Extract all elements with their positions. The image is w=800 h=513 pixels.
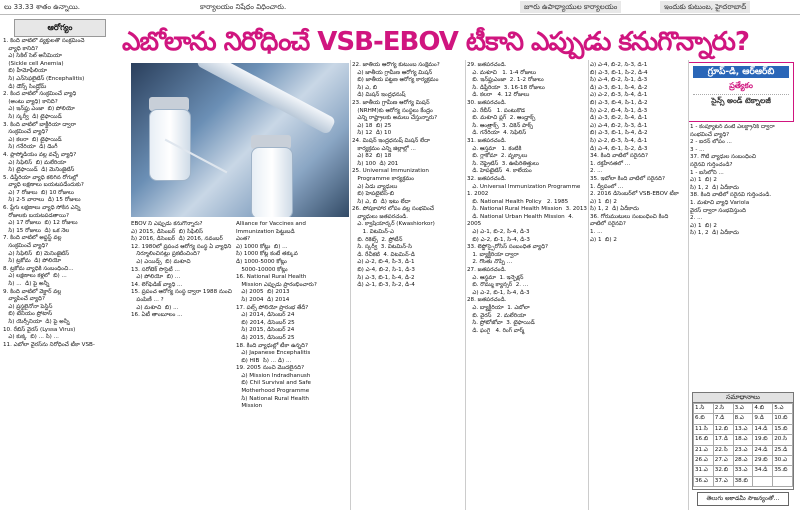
answer-cell: 34.డి — [753, 466, 773, 476]
question-column-3 — [236, 221, 349, 510]
question-column-2 — [131, 221, 233, 510]
vial-icon — [251, 147, 293, 217]
answer-cell: 29.బి — [753, 456, 773, 466]
answer-cell: 2.సి — [713, 404, 733, 414]
column-text: EBOV ని ఎప్పుడు కనుగొన్నారు? ఎ) 2015, డిసెంబర్ బి) సిఫిలిస్ సి) 2016, డిసెంబర్ డి) 2016, నవంబర్ 12. 1980లో ప్రపంచ ఆరోగ్య సంస్థ ఏ వ్యాధిని నిర్మూలించినట్లు ప్రకటించింది? ఎ) ఎయిడ్స్ బి) మశూచి 13. సరోటెక్ సొసైటీ ... ఎ) పోలియో బి) ... 14. లెగ్‌ఫెడిజ్ వ్యాధి ... 15. ప్రపంచ ఆరోగ్య సంస్థ ద్వారా 1988 నుంచి పంపిణీ ... ? ఎ) మశూచి బి) ... 16. ఏటీ తాంబూలం ... — [131, 221, 232, 319]
answer-cell: 21.ఎ — [694, 445, 714, 455]
answer-cell: 18.ఎ — [733, 435, 753, 445]
answer-cell: 33.ఎ — [733, 466, 753, 476]
answer-cell: 35.బి — [773, 466, 793, 476]
answer-row — [694, 404, 793, 414]
answer-cell: 16.బి — [694, 435, 714, 445]
answer-cell — [773, 476, 793, 486]
divider — [588, 60, 589, 510]
answer-cell: 22.సి — [713, 445, 733, 455]
answer-cell: 25.డి — [773, 445, 793, 455]
answer-cell: 31.ఎ — [694, 466, 714, 476]
answer-row — [694, 424, 793, 434]
question-column-5 — [467, 62, 587, 510]
column-text: 1. కింది వాటిలో వ్యక్తులతో సంక్రమించే వ్యాధి కానిది? ఎ) సికిల్ సెల్ అనీమియా (Sickle cell Anemia) బి) హీమోఫీలియా సి) ఎన్‌సెఫలైటిస్ (Encephalitis) డి) డౌన్స్ సిండ్రోమ్ 2. కింద వాటిలో సంక్రమించే వ్యాధి (అంటు వ్యాధి) కానిది? ఎ) ఇన్‌ఫ్లు ఎంజా బి) పోలియో సి) స్కర్వీ డి) టైఫాయిడ్ 3. కింది వాటిలో బాక్టీరియా ద్వారా సంక్రమించే వ్యాధి? ఎ) కలరా బి) టైఫాయిడ్ సి) గనేరియా డి) డెంగీ 4. ప్లాస్మోడియం వల్ల వచ్చే వ్యాధి? ఎ) సిఫిలిస్ బి) మలేరియా సి) టైఫాయిడ్ డి) మెనింజైటిస్ 5. డిఫ్తీరియా వ్యాధి కలిగిన రోగుల్లో వ్యాధి లక్షణాలు బయటపడేందుకు? ఎ) 7 రోజులు బి) 10 రోజులు సి) 2-5 వారాలు డి) 15 రోజులు 6. ప్లేగు లక్షణాలు వ్యాధి సోకిన ఎన్ని రోజులకు బయటపడతాయి? ఎ) 17 రోజులు బి) 12 రోజులు సి) 15 రోజులు డి) ఒక నెల 7. కింది వాటిలో అప్టస్ట్ వల్ల సంక్రమించే వ్యాధి? ఎ) సిఫిలిస్ బి) మెనింజైటిస్ సి) ట్రకోమ డి) పోలియో 8. ట్రకోమ వ్యాధికి సంబంధించి... ఎ) లక్షణాలు కళ్లలో బి) ... సి) ... డి) పై అన్నీ 9. కింది వాటిలో వెక్టార్ వల్ల వ్యాపించే వ్యాధి? ఎ) ప్రస్థలైనోనా పెస్టిస్ బి) టేనియం ప్రోటాస్ సి) యెర్సీనియా డి) పై అన్నీ 10. రేబిస్ వైరస్ (Lyssa Virus) ఎ) కుక్క బి) ... సి) ... 11. ఎబోలా వైరస్‌ను నిరోధించే టీకా VSB- — [3, 38, 95, 348]
badge-subject: సైన్స్ అండ్ టెక్నాలజీ — [693, 94, 789, 107]
answer-cell: 1.సి — [694, 404, 714, 414]
answer-row — [694, 435, 793, 445]
answer-cell: 10.బి — [773, 414, 793, 424]
answer-table-title: సమాధానాలు — [693, 393, 793, 403]
answer-row — [694, 414, 793, 424]
column-text: 22. జాతీయ ఆరోగ్య కుటుంబ సంక్షేమం? ఎ) జాతీయ గ్రామీణ ఆరోగ్య మిషన్ బి) జాతీయ పట్టణ ఆరోగ్య కార్యక్రమం సి) ఎ, బి డి) మిషన్ ఇంద్రధనుష్ 23. జాతీయ గ్రామీణ ఆరోగ్య మిషన్ (NRHM)కు ఆరోగ్య సంస్థలు కేంద్రం ఎన్ని రాష్ట్రాలకు అమలు చేస్తున్నారు? ఎ) 18 బి) 25 సి) 12 డి) 10 24. మిషన్ ఇంద్రధనుష్ మిషన్ లేదా కార్యక్రమం ఎన్ని జిల్లాల్లో ... ఎ) 82 బి) 18 సి) 100 డి) 201 25. Universal Immunization Programme కార్యక్రమం ఎ) ఏడు వ్యాధులు బి) హెపటైటిస్-బి సి) ఎ, బి డి) ఇటు లేదా 26. పోషకాహార లోపం వల్ల సంభవించే వ్యాధులు జతపరచండి. ఎ. క్వాషియార్కర్ (Kwashiorkor) 1. విటమిన్-ఎ బి. రికెట్స్ 2. ప్రోటీన్ సి. స్కర్వీ 3. విటమిన్-సి డి. రేచీకటి 4. విటమిన్-డి ఎ) ఎ-2, బి-4, సి-3, డి-1 బి) ఎ-4, బి-2, సి-1, డి-3 సి) ఎ-3, బి-1, సి-4, డి-2 డి) ఎ-1, బి-3, సి-2, డి-4 — [352, 62, 440, 289]
badge-special: ప్రత్యేకం — [729, 81, 753, 90]
answer-cell — [753, 476, 773, 486]
answer-cell: 8.ఎ — [733, 414, 753, 424]
answer-cell: 12.బి — [713, 424, 733, 434]
headline: ఎబోలాను నిరోధించే VSB-EBOV టీకాని ఎప్పుడు కనుగొన్నారు? — [122, 27, 749, 57]
answer-cell: 24.డి — [753, 445, 773, 455]
answer-cell: 3.ఎ — [733, 404, 753, 414]
answer-cell: 14.డి — [753, 424, 773, 434]
divider — [350, 60, 351, 510]
question-column-1 — [3, 38, 121, 510]
top-strip — [0, 0, 800, 15]
answer-cell: 20.సి — [773, 435, 793, 445]
column-text: 1 - కంప్యూటర్ వంటి ఎలక్ట్రానిక్ ద్వారా సంభవించే వ్యాధి? 2 - ఐరన్ లోపం ... 3 - ... 37. గౌటి వ్యాధుల సంబంధించి సరైనవి గుర్తించండి? 1 - ఐసిలోని ... ఎ) 1 బి) 2 సి) 1, 2 డి) ఏదీకాదు 38. కింది వాటిలో సరైనవి గుర్తించండి. 1. మశూచి వ్యాధి Variola వైరస్ ద్వారా సంభవిస్తుంది 2. ... ఎ) 1 బి) 2 సి) 1, 2 డి) ఏదీకాదు — [690, 124, 775, 237]
answer-cell: 13.ఎ — [733, 424, 753, 434]
answer-cell: 4.బి — [753, 404, 773, 414]
answer-cell: 15.బి — [773, 424, 793, 434]
answer-cell: 30.ఎ — [773, 456, 793, 466]
credit-footnote: తెలుగు అకాడమీ సౌజన్యంతో... — [697, 492, 789, 506]
answer-cell: 17.డి — [713, 435, 733, 445]
answer-row — [694, 466, 793, 476]
divider — [465, 60, 466, 510]
divider — [688, 60, 689, 510]
column-text: Alliance for Vaccines and Immunization పెట్టుబడి ఎంత? ఎ) 1000 కోట్లు బి) ... సి) 1000 కోట్ల కంటే తక్కువ డి) 1000-5000 కోట్లు 5000-10000 కోట్లు 16. National Rural Health Mission ఎప్పుడు ప్రారంభించారు? ఎ) 2005 బి) 2013 సి) 2004 డి) 2014 17. పల్స్ పోలియో ప్రారంభ తేదీ? ఎ) 2014, డిసెంబర్ 24 బి) 2014, డిసెంబర్ 25 సి) 2015, డిసెంబర్ 24 డి) 2015, డిసెంబర్ 25 18. కింది వ్యాధుల్లో టీకా ఉన్నది? ఎ) Japanese Encephalitis బి) HIB సి) ... డి) ... 19. 2005 నుంచి మొదలైనది? ఎ) Mission Indradhanush బి) Chil Survival and Safe Motherhood Programme సి) National Rural Health Mission — [236, 221, 317, 410]
column-text: 29. జతపరచండి. ఎ. మశూచి 1. 1-4 రోజులు బి. ఇన్‌ఫ్లుఎంజా 2. 1-2 రోజులు సి. డిఫ్తీరియా 3. 16-18 రోజులు డి. కలరా 4. 12 రోజులు 30. జతపరచండి. ఎ. రేబీస్ 1. పంటుకొడ బి. మశూచి ప్లగ్ 2. ఆంధ్రాక్స్ సి. ఆంత్రాక్స్ 3. చికెన్ పాక్స్ డి. గనేరియా 4. సెఫిలిస్ 31. జతపరచండి. ఎ. ఆస్తమా 1. కంటికి బి. గ్లాకోమా 2. వృక్కాలు సి. నెఫ్రైటిస్ 3. ఊపిరితిత్తులు డి. హెపటైటిస్ 4. కాలేయం 32. జతపరచండి. ఎ. Universal Immunization Programme 1. 2002 బి. National Health Policy 2. 1985 సి. National Rural Health Mission 3. 2013 డి. National Urban Health Mission 4. 2005 ఎ) ఎ-1, బి-2, సి-4, డి-3 బి) ఎ-2, బి-1, సి-4, డి-3 33. లెప్టోస్పైరోసిస్ సంబంధిత వ్యాధి? 1. బ్యాక్టీరియా ద్వారా 2. గొంతు నొప్పి ... 27. జతపరచండి. ఎ. ఆస్థమా 1. ఇన్ఫెక్షన్ బి. రొమ్ము క్యాన్సర్ 2. ... ఎ) ఎ-2, బి-1, సి-4, డి-3 28. జతపరచండి. ఎ. బ్యాక్టీరియా 1. ఎబోలా బి. వైరస్ 2. మలేరియా సి. ప్రోటోజోవా 3. టైఫాయిడ్ డి. ఫంగై 4. రింగ్ వార్మ్ — [467, 62, 587, 334]
badge-exam: గ్రూప్-డి, ఆర్ఆర్‌బి — [693, 66, 789, 78]
question-column-4 — [352, 62, 464, 510]
answer-cell: 27.ఎ — [713, 456, 733, 466]
top-strip-text-4: ఇందుకు కుటుంబ, హైదరాబాద్ — [660, 1, 750, 13]
syringe-icon — [196, 63, 337, 135]
answer-row — [694, 456, 793, 466]
answer-cell: 6.బి — [694, 414, 714, 424]
answer-cell: 28.ఎ — [733, 456, 753, 466]
answer-cell: 7.డి — [713, 414, 733, 424]
answer-cell: 19.బి — [753, 435, 773, 445]
answer-cell: 37.ఎ — [713, 476, 733, 486]
section-header: ఆరోగ్యం — [14, 19, 106, 37]
answer-row — [694, 445, 793, 455]
column-text: ఎ) ఎ-4, బి-2, సి-3, డి-1 బి) ఎ-3, బి-1, సి-2, డి-4 సి) ఎ-4, బి-2, సి-1, డి-3 డి) ఎ-3, బి-1, సి-4, డి-2 ఎ) ఎ-2, బి-3, సి-4, డి-1 బి) ఎ-3, బి-4, సి-1, డి-2 సి) ఎ-2, బి-4, సి-1, డి-3 డి) ఎ-3, బి-2, సి-4, డి-1 ఎ) ఎ-4, బి-2, సి-3, డి-1 బి) ఎ-3, బి-1, సి-4, డి-2 సి) ఎ-2, బి-3, సి-4, డి-1 డి) ఎ-4, బి-1, సి-2, డి-3 34. కింది వాటిలో సరైనది? 1. రక్తహీనతలో ... 2. ... 35. ఇబోలా కింది వాటిలో సరైనది? 1. ద్వీపంలో ... 2. 2016 డిసెంబర్‌లో VSB-EBOV టీకా ఎ) 1 బి) 2 సి) 1, 2 డి) ఏదీకాదు 36. గోరుముటులు సంబంధించి కింది వాటిలో సరైనవి? 1. ... ఎ) 1 బి) 2 — [590, 62, 679, 243]
answer-cell: 23.ఎ — [733, 445, 753, 455]
answer-table — [692, 392, 794, 490]
answer-cell: 36.ఎ — [694, 476, 714, 486]
answer-cell: 38.బి — [733, 476, 753, 486]
top-strip-text-3: జూరు ఉపాధ్యాయుల కార్యాలయం — [520, 1, 621, 13]
topic-badge — [688, 62, 794, 122]
question-column-7 — [690, 124, 794, 388]
top-strip-text-2: కార్యాలయం నిషేధం విధించారు. — [200, 3, 287, 11]
question-column-6 — [590, 62, 686, 510]
top-strip-text-1: లు 33.33 శాతం ఉన్నాయి. — [4, 3, 80, 11]
answer-cell: 32.బి — [713, 466, 733, 476]
answer-cell: 9.డి — [753, 414, 773, 424]
answer-row — [694, 476, 793, 486]
answer-cell: 11.సి — [694, 424, 714, 434]
vial-icon — [149, 109, 191, 181]
answer-cell: 26.ఎ — [694, 456, 714, 466]
answer-cell: 5.ఎ — [773, 404, 793, 414]
vaccine-photo — [131, 63, 349, 217]
